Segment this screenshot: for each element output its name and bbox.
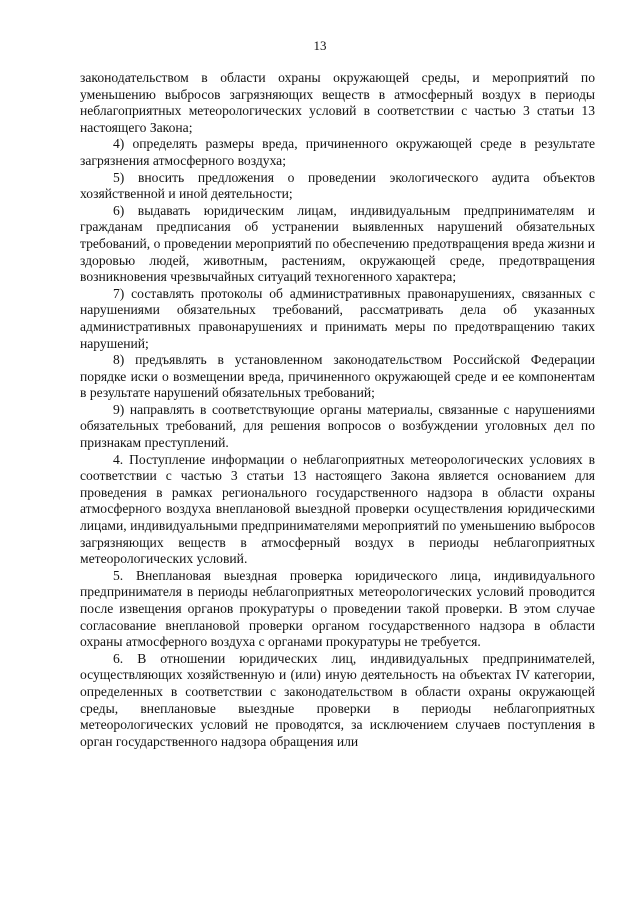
paragraph-item-6: 6) выдавать юридическим лицам, индивидуальным предпринимателям и гражданам предписания об устранении выявленных нарушений обязательных требований, о проведении мероприятий по обеспечению предотвращения вреда жизни и здоровью людей, животным, растениям, окружающей среде, предотвращения возникновения чрезвычайных ситуаций техногенного характера;: [80, 202, 595, 285]
paragraph-item-5: 5) вносить предложения о проведении экологического аудита объектов хозяйственной и иной деятельности;: [80, 169, 595, 202]
paragraph-part-5: 5. Внеплановая выездная проверка юридического лица, индивидуального предпринимателя в периоды неблагоприятных метеорологических условий проводится после извещения органов прокуратуры о проведении такой проверки. В этом случае согласование внеплановой проверки органом государственного надзора в области охраны атмосферного воздуха с органами прокуратуры не требуется.: [80, 567, 595, 650]
paragraph-item-9: 9) направлять в соответствующие органы материалы, связанные с нарушениями обязательных требований, для решения вопросов о возбуждении уголовных дел по признакам преступлений.: [80, 401, 595, 451]
paragraph-part-6: 6. В отношении юридических лиц, индивидуальных предпринимателей, осуществляющих хозяйственную и (или) иную деятельность на объектах IV категории, определенных в соответствии с законодательством в области охраны окружающей среды, внеплановые выездные проверки в периоды неблагоприятных метеорологических условий не проводятся, за исключением случаев поступления в орган государственного надзора обращения или: [80, 650, 595, 749]
paragraph-item-7: 7) составлять протоколы об административных правонарушениях, связанных с нарушениями обязательных требований, рассматривать дела об указанных административных правонарушениях и принимать меры по предотвращению таких нарушений;: [80, 285, 595, 351]
page-number: 13: [313, 38, 327, 53]
document-body: [80, 70, 595, 750]
paragraph-part-4: 4. Поступление информации о неблагоприятных метеорологических условиях в соответствии с частью 3 статьи 13 настоящего Закона является основанием для проведения в рамках регионального государственного надзора в области охраны атмосферного воздуха внеплановой выездной проверки осуществления юридическими лицами, индивидуальными предпринимателями мероприятий по уменьшению выбросов загрязняющих веществ в атмосферный воздух в периоды неблагоприятных метеорологических условий.: [80, 451, 595, 567]
paragraph-item-4: 4) определять размеры вреда, причиненного окружающей среде в результате загрязнения атмосферного воздуха;: [80, 136, 595, 168]
paragraph-item-8: 8) предъявлять в установленном законодательством Российской Федерации порядке иски о возмещении вреда, причиненного окружающей среде и ее компонентам в результате нарушений обязательных требований;: [80, 352, 595, 401]
paragraph-continuation: законодательством в области охраны окружающей среды, и мероприятий по уменьшению выбросов загрязняющих веществ в атмосферный воздух в периоды неблагоприятных метеорологических условий в соответствии с частью 3 статьи 13 настоящего Закона;: [80, 70, 595, 135]
